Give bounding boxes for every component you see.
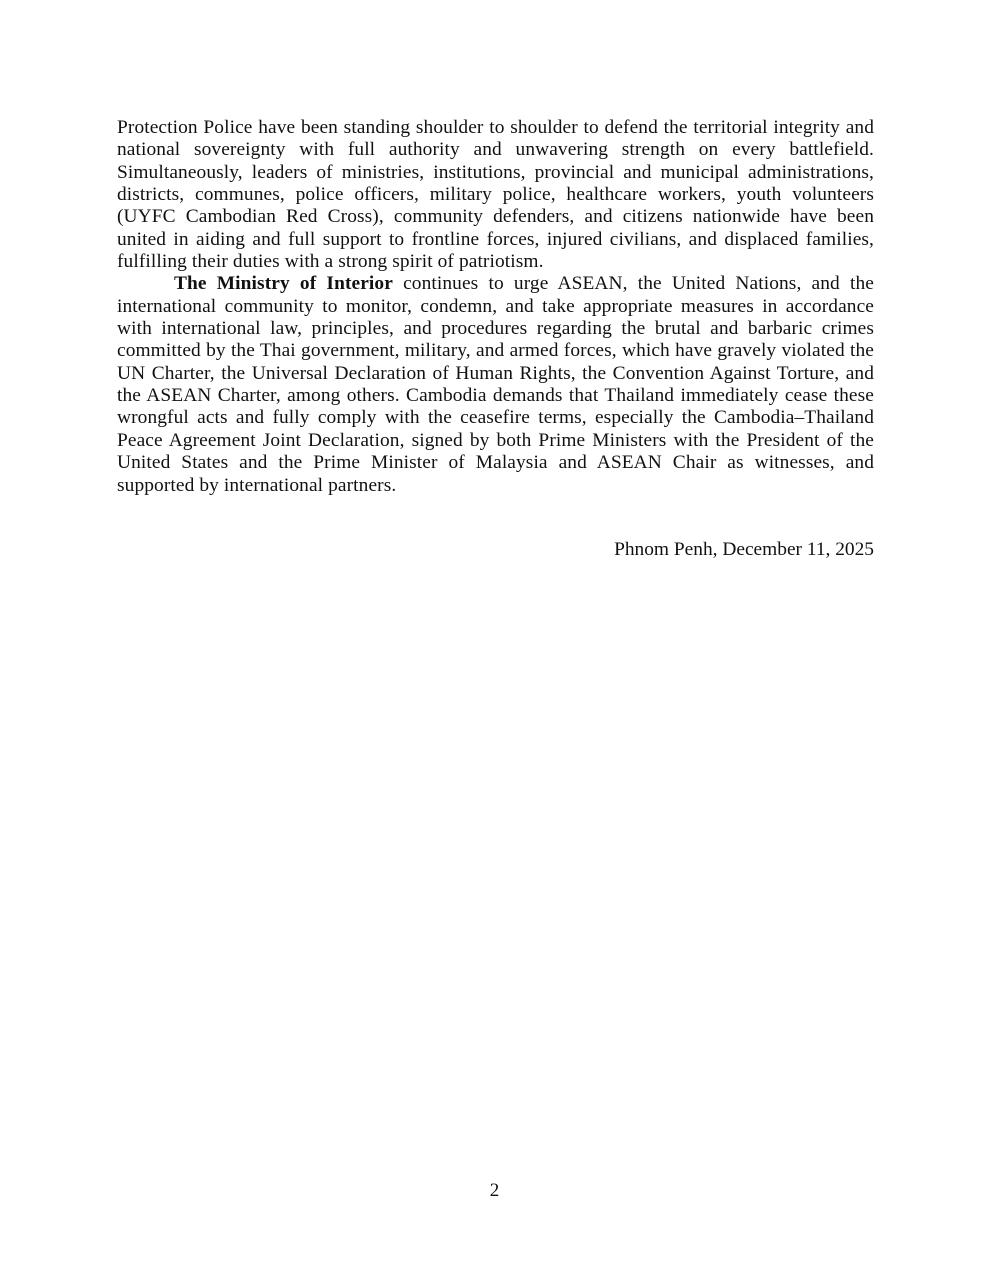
page-number: 2 [489,1180,500,1201]
dateline: Phnom Penh, December 11, 2025 [614,538,874,560]
body-text [117,117,874,561]
bold-lead-ministry-of-interior: The Ministry of Interior [174,273,393,295]
paragraph-ministry-statement-text: continues to urge ASEAN, the United Nations, and the international community to monitor, condemn, and take appropriate measures in accordance with international law, principles, and procedures regarding the brutal and barbaric crimes committed by the Thai government, military, and armed forces, which have gravely violated the UN Charter, the Universal Declaration of Human Rights, the Convention Against Torture, and the ASEAN Charter, among others. Cambodia demands that Thailand immediately cease these wrongful acts and fully comply with the ceasefire terms, especially the Cambodia–Thailand Peace Agreement Joint Declaration, signed by both Prime Ministers with the President of the United States and the Prime Minister of Malaysia and ASEAN Chair as witnesses, and supported by international partners. [117,273,874,496]
paragraph-ministry-statement [117,273,874,496]
paragraph-continuation: Protection Police have been standing shoulder to shoulder to defend the territorial integrity and national sovereignty with full authority and unwavering strength on every battlefield. Simultaneously, leaders of ministries, institutions, provincial and municipal administrations, districts, communes, police officers, military police, healthcare workers, youth volunteers (UYFC Cambodian Red Cross), community defenders, and citizens nationwide have been united in aiding and full support to frontline forces, injured civilians, and displaced families, fulfilling their duties with a strong spirit of patriotism. [117,117,874,273]
